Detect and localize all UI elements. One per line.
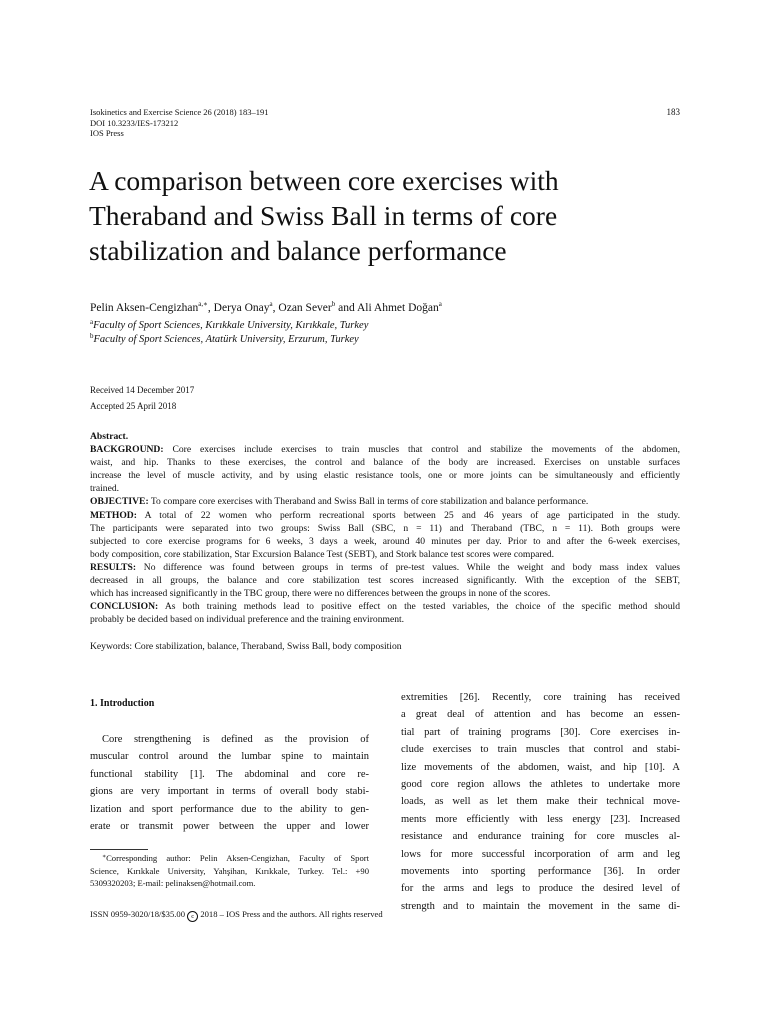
accepted-date: Accepted 25 April 2018 — [90, 401, 177, 411]
text-line: clude exercises to train muscles that control and stabi- — [401, 744, 680, 756]
copyright-line: ISSN 0959-3020/18/$35.00 c 2018 – IOS Press and the authors. All rights reserved — [90, 909, 383, 920]
text-line: lize movements of the abdomen, waist, and hip [10]. A — [401, 761, 680, 773]
keywords: Keywords: Core stabilization, balance, Theraband, Swiss Ball, body composition — [90, 641, 402, 652]
footnote — [90, 851, 369, 890]
affiliation — [90, 318, 368, 331]
footnote-line: ∗Corresponding author: Pelin Aksen-Cengizhan, Faculty of Sport — [102, 853, 369, 863]
text-line: functional stability [1]. The abdominal and core re- — [90, 768, 369, 780]
abstract-line: waist, and hip. Thanks to these exercises, the control and balance of the body are increased. Exercises on unstable surfaces — [90, 457, 680, 469]
abstract-line: decreased in all groups, the balance and core stabilization test scores increased significantly. With the exception of the SEBT, — [90, 575, 680, 587]
right-column — [401, 689, 680, 915]
abstract-line: probably be decided based on individual preference and the training environment. — [90, 614, 405, 626]
abstract-line: RESULTS: No difference was found between groups in terms of pre-test values. While the weight and body mass index values — [90, 561, 680, 573]
text-line: erate or transmit power between the upper and lower — [90, 821, 369, 833]
abstract-line: The participants were separated into two groups: Swiss Ball (SBC, n = 11) and Theraband (TBC, n = 11). Both groups were — [90, 522, 680, 534]
abstract-label: CONCLUSION: — [90, 601, 159, 613]
copyright-icon: c — [187, 911, 198, 922]
author-name: and Ali Ahmet Doğan — [335, 302, 439, 314]
author-list — [90, 300, 442, 314]
article-dates — [90, 382, 194, 414]
abstract-label: BACKGROUND: — [90, 444, 164, 456]
text-line: strength and to maintain the movement in the same di- — [401, 900, 680, 912]
journal-header — [90, 107, 268, 139]
author-superscript: a,∗ — [198, 300, 208, 308]
footnote-line: 5309320203; E-mail: pelinaksen@hotmail.com. — [90, 878, 256, 889]
footnote-divider — [90, 849, 148, 850]
text-line: tial part of training programs [30]. Core exercises in- — [401, 726, 680, 738]
abstract-label: RESULTS: — [90, 561, 137, 573]
section-heading: 1. Introduction — [90, 698, 155, 709]
footnote-mark: ∗ — [102, 854, 107, 860]
title-line: stabilization and balance performance — [89, 235, 507, 266]
received-date: Received 14 December 2017 — [90, 385, 195, 395]
text-line: movements into sporting performance [36]. In order — [401, 866, 680, 878]
abstract-line: subjected to core exercise programs for 6 weeks, 3 days a week, around 40 minutes per day. Prior to and after the 6-week exercises, — [90, 535, 680, 547]
abstract-label: OBJECTIVE: — [90, 496, 149, 508]
author-name: , Derya Onay — [207, 302, 270, 314]
abstract — [90, 430, 680, 626]
journal-doi: DOI 10.3233/IES-173212 — [90, 117, 179, 128]
left-column — [90, 731, 369, 835]
text-line: muscular control around the lumbar spine to maintain — [90, 751, 369, 763]
text-line: a great deal of attention and has become an essen- — [401, 709, 680, 721]
text-line: lization and sport performance due to the ability to gen- — [90, 803, 369, 815]
text-line: resistance and endurance training for core muscles al- — [401, 831, 680, 843]
abstract-line: which has increased significantly in the TBC group, there were no differences between the groups in none of the scores. — [90, 588, 551, 600]
abstract-line: body composition, core stabilization, Star Excursion Balance Test (SEBT), and Stork balance test scores were compared. — [90, 548, 555, 560]
title-line: Theraband and Swiss Ball in terms of core — [89, 200, 558, 231]
affiliation-text: Faculty of Sport Sciences, Atatürk University, Erzurum, Turkey — [93, 334, 359, 345]
journal-publisher: IOS Press — [90, 128, 124, 138]
affiliation-text: Faculty of Sport Sciences, Kırıkkale University, Kırıkkale, Turkey — [93, 320, 369, 331]
text-line: gions are very important in terms of overall body stabi- — [90, 786, 369, 798]
text-line: for the arms and legs to produce the desired level of — [401, 883, 680, 895]
abstract-line: increase the level of muscle activity, and by using elastic resistance tools, one or more joints can be simultaneously and efficiently — [90, 470, 680, 482]
title-line: A comparison between core exercises with — [89, 165, 559, 196]
author-superscript: a — [438, 300, 442, 308]
abstract-line: METHOD: A total of 22 women who perform recreational sports between 25 and 46 years of age participated in the study. — [90, 509, 680, 521]
text-line: ments more efficiently with less energy [23]. Increased — [401, 813, 680, 825]
affiliation-mark: b — [90, 332, 94, 340]
abstract-heading: Abstract. — [90, 431, 129, 442]
author-superscript: b — [331, 300, 336, 308]
author-superscript: a — [269, 300, 273, 308]
author-name: , Ozan Sever — [272, 302, 332, 314]
footnote-line: Science, Kırıkkale University, Yahşihan, Kırıkkale, Turkey. Tel.: +90 — [90, 865, 369, 876]
text-line: loads, as well as let them make their technical move- — [401, 796, 680, 808]
abstract-line: trained. — [90, 483, 120, 495]
text-line: Core strengthening is defined as the provision of — [102, 734, 369, 745]
affiliation — [90, 332, 359, 345]
text-line: extremities [26]. Recently, core training has received — [401, 692, 680, 703]
abstract-line: OBJECTIVE: To compare core exercises with Theraband and Swiss Ball in terms of core stabilization and balance performance. — [90, 496, 589, 508]
journal-citation: Isokinetics and Exercise Science 26 (2018) 183–191 — [90, 107, 269, 117]
affiliation-mark: a — [90, 318, 94, 326]
text-line: lows for more successful incorporation of arm and leg — [401, 848, 680, 860]
article-title — [89, 163, 689, 268]
abstract-line: CONCLUSION: As both training methods lead to positive effect on the tested variables, the choice of the specific method should — [90, 601, 680, 613]
page-number: 183 — [666, 107, 680, 117]
abstract-line: BACKGROUND: Core exercises include exercises to train muscles that control and stabilize the movements of the abdomen, — [90, 444, 680, 456]
abstract-label: METHOD: — [90, 509, 137, 521]
text-line: good core region allows the athletes to undertake more — [401, 779, 680, 791]
author-name: Pelin Aksen-Cengizhan — [90, 302, 199, 314]
